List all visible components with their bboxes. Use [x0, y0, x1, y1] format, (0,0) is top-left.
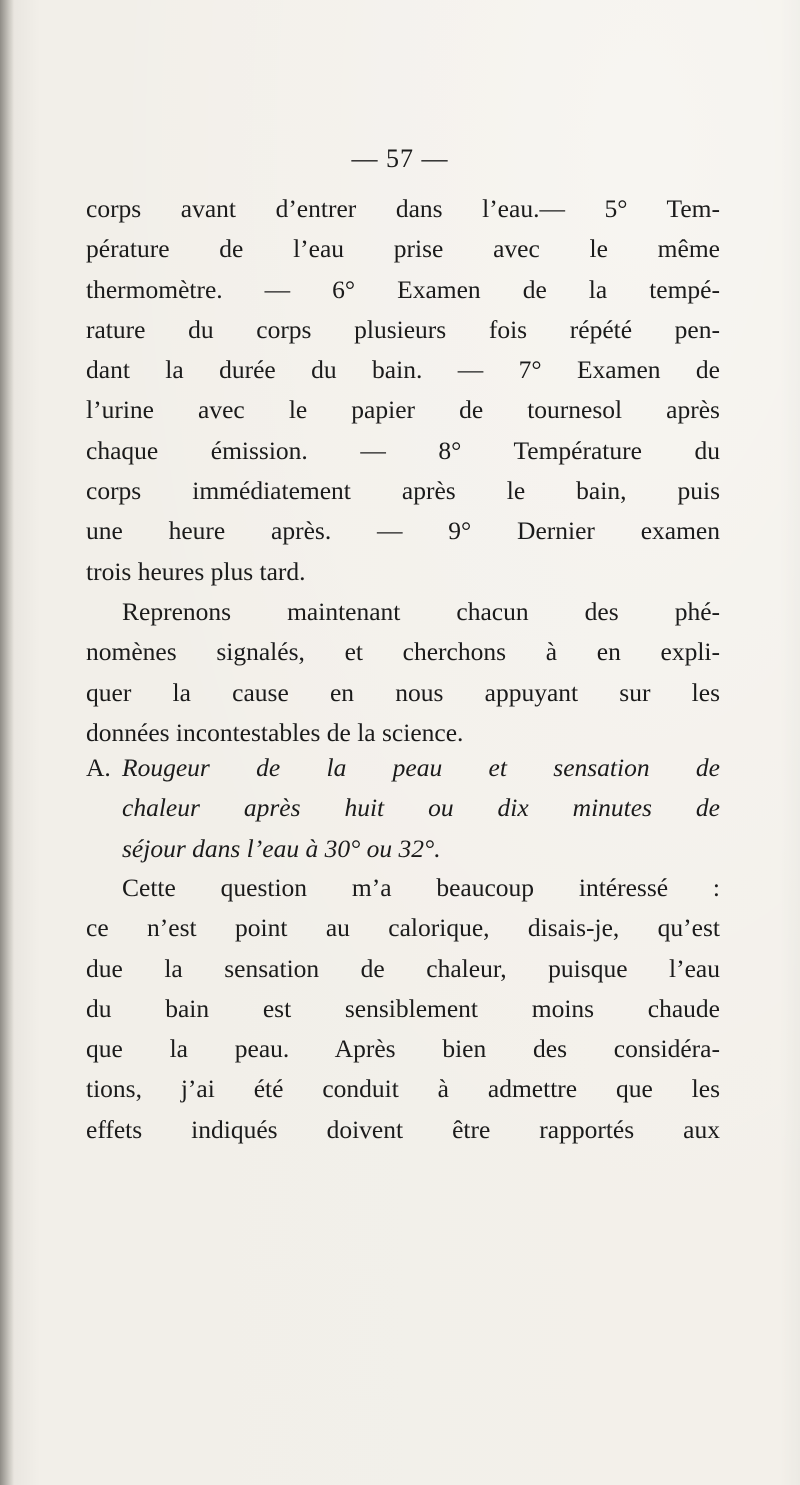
page-number: — 57 —	[351, 144, 449, 173]
text-line: trois heures plus tard.	[86, 556, 306, 586]
text-line: que la peau. Après bien des considéra-	[86, 1034, 720, 1064]
section-title-line: chaleur après huit ou dix minutes de	[122, 793, 720, 823]
text-line: thermomètre. — 6° Examen de la tempé-	[86, 274, 720, 304]
section-label: A.	[86, 753, 111, 782]
paragraph-discussion	[86, 868, 720, 1150]
text-line: corps immédiatement après le bain, puis	[86, 476, 720, 506]
text-line: du bain est sensiblement moins chaude	[86, 993, 720, 1023]
text-line: chaque émission. — 8° Température du	[86, 435, 720, 465]
text-line: quer la cause en nous appuyant sur les	[86, 677, 720, 707]
section-title-line: Rougeur de la peau et sensation de	[122, 753, 720, 782]
text-line: tions, j’ai été conduit à admettre que les	[86, 1074, 720, 1104]
text-line: dant la durée du bain. — 7° Examen de	[86, 355, 720, 385]
text-line: pérature de l’eau prise avec le même	[86, 234, 720, 264]
text-line: corps avant d’entrer dans l’eau.— 5° Tem-	[86, 194, 720, 223]
text-line: due la sensation de chaleur, puisque l’eau	[86, 953, 720, 983]
text-line: l’urine avec le papier de tournesol après	[86, 395, 720, 425]
text-line: nomènes signalés, et cherchons à en expli-	[86, 637, 720, 667]
page-spine-shadow	[0, 0, 14, 1485]
text-line: ce n’est point au calorique, disais-je, qu’est	[86, 913, 720, 943]
section-a-heading	[86, 748, 720, 869]
section-title-line: séjour dans l’eau à 30° ou 32°.	[122, 833, 441, 863]
text-line: rature du corps plusieurs fois répété pen-	[86, 314, 720, 344]
text-line: effets indiqués doivent être rapportés aux	[86, 1114, 720, 1144]
paragraph-protocol	[86, 189, 720, 753]
section-title	[122, 748, 720, 869]
text-line: Cette question m’a beaucoup intéressé :	[122, 873, 720, 902]
text-line: Reprenons maintenant chacun des phé-	[122, 596, 720, 626]
text-line: une heure après. — 9° Dernier examen	[86, 516, 720, 546]
text-line: données incontestables de la science.	[86, 717, 464, 747]
